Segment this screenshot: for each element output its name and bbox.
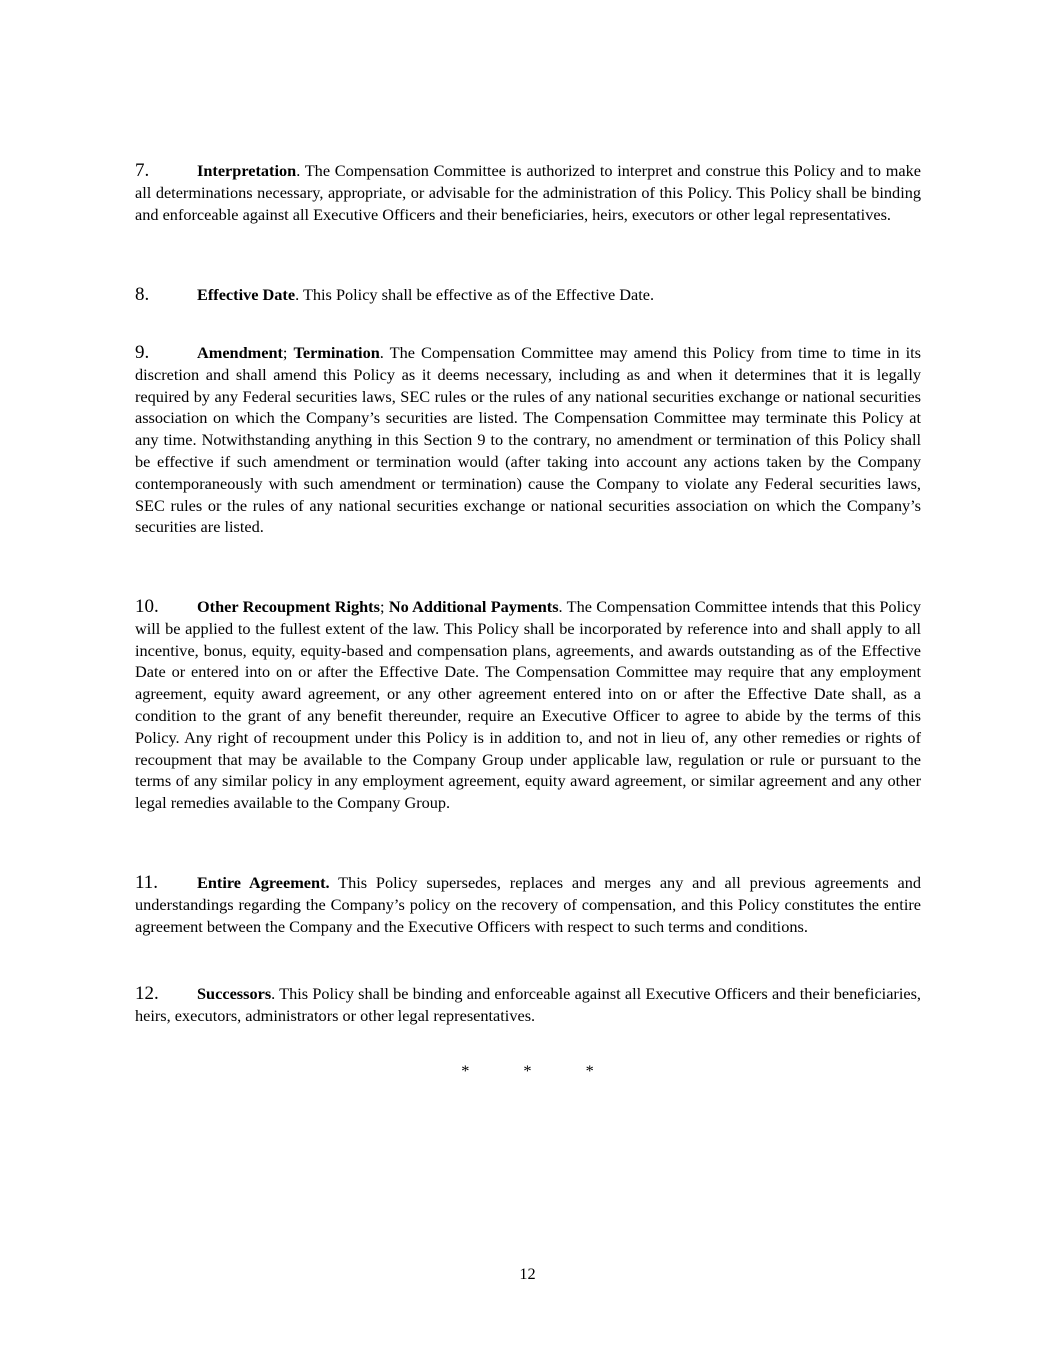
section-number: 10.: [135, 596, 159, 617]
heading-separator: ;: [282, 343, 294, 362]
section-heading-secondary: No Additional Payments: [388, 597, 559, 616]
section-body: . The Compensation Committee may amend this Policy from time to time in its discretion and shall amend this Policy as it deems necessary, including as and when it determines that it is legally required by any Federal securities laws, SEC rules or the rules of any national securities exchange or national securities association on which the Company’s securities are listed. The Compensation Committee may terminate this Policy at any time. Notwithstanding anything in this Section 9 to the contrary, no amendment or termination of this Policy shall be effective if such amendment or termination would (after taking into account any actions taken by the Company contemporaneously with such amendment or termination) cause the Company to violate any Federal securities laws, SEC rules or the rules of any national securities exchange or national securities association on which the Company’s securities are listed.: [135, 343, 921, 537]
page-number: 12: [519, 1264, 536, 1283]
section-11-entire-agreement: [135, 872, 921, 937]
section-number: 11.: [135, 872, 159, 893]
section-10-other-recoupment-rights: [135, 596, 921, 814]
section-number: 12.: [135, 983, 159, 1004]
section-12-successors: [135, 983, 921, 1027]
section-7-interpretation: [135, 160, 921, 225]
section-heading: Interpretation: [197, 161, 297, 180]
section-body: . This Policy shall be effective as of the Effective Date.: [295, 285, 655, 304]
section-body: . This Policy shall be binding and enforceable against all Executive Officers and their beneficiaries, heirs, executors, administrators or other legal representatives.: [135, 984, 921, 1025]
asterisk: *: [523, 1061, 532, 1080]
section-8-effective-date: [135, 284, 921, 306]
section-number: 7.: [135, 160, 150, 181]
section-heading: Amendment: [197, 343, 283, 362]
section-body: . The Compensation Committee intends that this Policy will be applied to the fullest extent of the law. This Policy shall be incorporated by reference into and shall apply to all incentive, bonus, equity, equity-based and compensation plans, agreements, and awards outstanding as of the Effective Date or entered into on or after the Effective Date. The Compensation Committee may require that any employment agreement, equity award agreement, or any other agreement entered into on or after the Effective Date shall, as a condition to the grant of any benefit thereunder, require an Executive Officer to agree to abide by the terms of this Policy. Any right of recoupment under this Policy is in addition to, and not in lieu of, any other remedies or rights of recoupment that may be available to the Company Group under applicable law, regulation or rule or pursuant to the terms of any similar policy in any employment agreement, equity award agreement, or similar agreement and any other legal remedies available to the Company Group.: [135, 597, 921, 813]
section-heading: Successors: [197, 984, 272, 1003]
section-body: This Policy supersedes, replaces and merges any and all previous agreements and understandings regarding the Company’s policy on the recovery of compensation, and this Policy constitutes the entire agreement between the Company and the Executive Officers with respect to such terms and conditions.: [135, 873, 921, 936]
section-number: 8.: [135, 284, 150, 305]
heading-separator: ;: [379, 597, 389, 616]
section-number: 9.: [135, 342, 150, 363]
asterisk: *: [461, 1061, 470, 1080]
section-9-amendment-termination: [135, 342, 921, 538]
end-of-document-asterisks: [0, 1060, 1055, 1082]
section-heading: Entire Agreement.: [197, 873, 330, 892]
section-heading: Other Recoupment Rights: [197, 597, 380, 616]
asterisk: *: [585, 1061, 594, 1080]
section-heading-secondary: Termination: [293, 343, 380, 362]
section-heading: Effective Date: [197, 285, 296, 304]
section-body: . The Compensation Committee is authorized to interpret and construe this Policy and to make all determinations necessary, appropriate, or advisable for the administration of this Policy. This Policy shall be binding and enforceable against all Executive Officers and their beneficiaries, heirs, executors or other legal representatives.: [135, 161, 921, 224]
